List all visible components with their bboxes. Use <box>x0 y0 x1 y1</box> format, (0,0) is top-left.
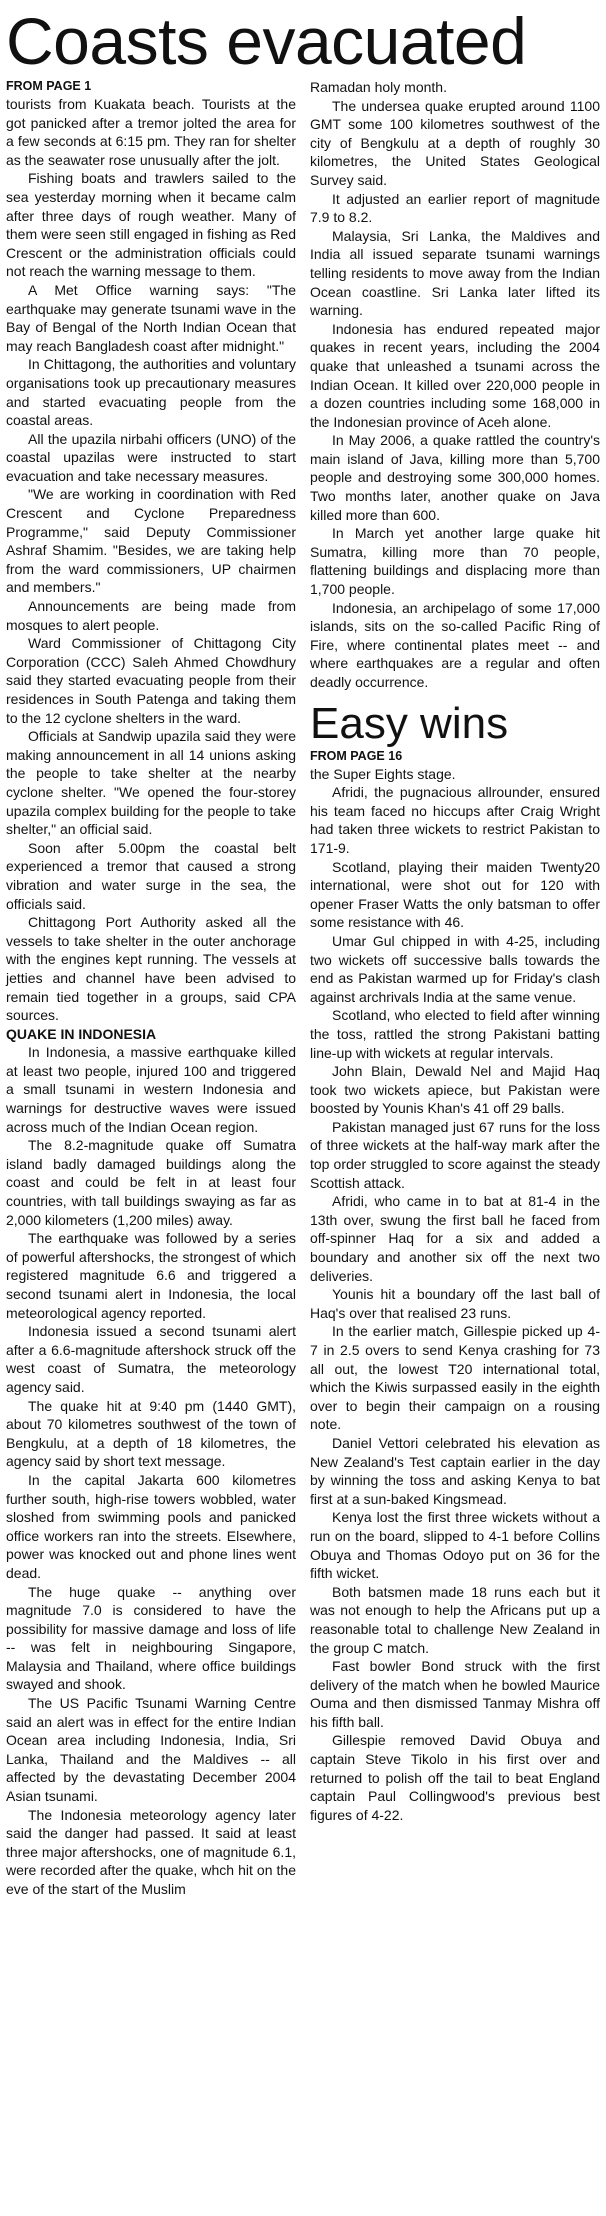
jump-line-from-page-16: FROM PAGE 16 <box>310 748 403 763</box>
paragraph: tourists from Kuakata beach. Tourists at the got panicked after a tremor jolted the area for a few seconds at 6:15 pm. They ran for shelter as the seawater rose unusually after the jolt. <box>6 96 296 168</box>
paragraph: All the upazila nirbahi officers (UNO) of the coastal upazilas were instructed to start evacuation and take necessary measures. <box>6 430 296 484</box>
paragraph: Indonesia, an archipelago of some 17,000 islands, sits on the so-called Pacific Ring of Fire, where continental plates meet -- and where earthquakes are a regular and often deadly occurrence. <box>310 599 600 690</box>
paragraph: Younis hit a boundary off the last ball of Haq's over that realised 23 runs. <box>310 1286 600 1321</box>
paragraph: Afridi, the pugnacious allrounder, ensured his team faced no hiccups after Craig Wright had taken three wickets to restrict Pakistan to 171-9. <box>310 784 600 856</box>
paragraph: Umar Gul chipped in with 4-25, including two wickets off successive balls towards the end as Pakistan warmed up for Friday's clash against archrivals India at the same venue. <box>310 932 600 1005</box>
paragraph: Fishing boats and trawlers sailed to the sea yesterday morning when it became calm after three days of rough weather. Many of them were seen still engaged in fishing as Red Crescent or the administration officials could not reach the warning message to them. <box>6 170 296 280</box>
paragraph: It adjusted an earlier report of magnitude 7.9 to 8.2. <box>310 190 600 226</box>
paragraph: Kenya lost the first three wickets without a run on the board, slipped to 4-1 before Collins Obuya and Thomas Odoyo put on 36 for the fifth wicket. <box>310 1509 600 1582</box>
paragraph: The earthquake was followed by a series of powerful aftershocks, the strongest of which registered magnitude 6.6 and triggered a second tsunami alert in Indonesia, the local meteorological agency reported. <box>6 1230 296 1321</box>
paragraph: "We are working in coordination with Red Crescent and Cyclone Preparedness Programme," said Deputy Commissioner Ashraf Shamim. "Besides, we are taking help from the ward commissioners, UP chairmen and members." <box>6 486 296 596</box>
paragraph: In March yet another large quake hit Sumatra, killing more than 70 people, flattening buildings and displacing more than 1,700 people. <box>310 525 600 598</box>
paragraph: In the capital Jakarta 600 kilometres further south, high-rise towers wobbled, water sloshed from swimming pools and panicked office workers ran into the streets. Elsewhere, power was knocked out and phone lines went dead. <box>6 1471 296 1581</box>
paragraph: In Chittagong, the authorities and voluntary organisations took up precautionary measures and started evacuating people from the coastal areas. <box>6 356 296 429</box>
paragraph: Pakistan managed just 67 runs for the loss of three wickets at the half-way mark after the top order struggled to score against the steady Scottish attack. <box>310 1118 600 1191</box>
paragraph: In May 2006, a quake rattled the country's main island of Java, killing more than 5,700 people and destroying some 300,000 homes. Two months later, another quake on Java killed more than 600. <box>310 432 600 523</box>
paragraph: Announcements are being made from mosques to alert people. <box>6 598 296 633</box>
paragraph: the Super Eights stage. <box>310 765 456 782</box>
paragraph: The quake hit at 9:40 pm (1440 GMT), about 70 kilometres southwest of the town of Bengkulu, at a depth of 18 kilometres, the agency said by short text message. <box>6 1397 296 1470</box>
paragraph: Gillespie removed David Obuya and captain Steve Tikolo in his first over and returned to polish off the tail to beat England captain Paul Collingwood's previous best figures of 4-22. <box>310 1732 600 1823</box>
paragraph: Indonesia issued a second tsunami alert after a 6.6-magnitude aftershock struck off the west coast of Sumatra, the meteorology agency said. <box>6 1323 296 1395</box>
paragraph: The Indonesia meteorology agency later said the danger had passed. It said at least three major aftershocks, one of magnitude 6.1, were recorded after the quake, whch hit on the eve of the start of the Muslim <box>6 1806 296 1897</box>
paragraph: Ward Commissioner of Chittagong City Corporation (CCC) Saleh Ahmed Chowdhury said they started evacuating people from their residences in South Patenga and taking them to the 12 cyclone shelters in the ward. <box>6 635 296 726</box>
paragraph: Chittagong Port Authority asked all the vessels to take shelter in the outer anchorage with the engines kept running. The vessels at jetties and channel have been advised to remain tied together in a groups, said CPA sources. <box>6 914 296 1024</box>
paragraph: The undersea quake erupted around 1100 GMT some 100 kilometres southwest of the city of Bengkulu at a depth of roughly 30 kilometres, the United States Geological Survey said. <box>310 97 600 188</box>
paragraph: In the earlier match, Gillespie picked up 4-7 in 2.5 overs to send Kenya crashing for 73 all out, the lowest T20 international total, which the Kiwis surpassed easily in the eighth over to begin their campaign on a rousing note. <box>310 1323 600 1433</box>
paragraph: Indonesia has endured repeated major quakes in recent years, including the 2004 quake that unleashed a tsunami across the Indian Ocean. It killed over 220,000 people in a dozen countries including some 168,000 in the Indonesian province of Aceh alone. <box>310 320 600 430</box>
subhead-quake-in-indonesia: QUAKE IN INDONESIA <box>6 1025 157 1042</box>
paragraph: The 8.2-magnitude quake off Sumatra island badly damaged buildings along the coast and could be felt in at least four countries, with tall buildings swaying as far as 2,000 kilometers (1,200 miles) away. <box>6 1137 296 1228</box>
paragraph: A Met Office warning says: "The earthquake may generate tsunami wave in the Bay of Bengal of the North Indian Ocean that may reach Bangladesh coast after midnight." <box>6 281 296 354</box>
paragraph: The US Pacific Tsunami Warning Centre said an alert was in effect for the entire Indian Ocean area including Indonesia, India, Sri Lanka, Thailand and the Maldives -- all affected by the devastating December 2004 Asian tsunami. <box>6 1695 296 1805</box>
paragraph: Scotland, who elected to field after winning the toss, rattled the strong Pakistani batting line-up with wickets at regular intervals. <box>310 1007 600 1061</box>
paragraph: Scotland, playing their maiden Twenty20 international, were shot out for 120 with opener Fraser Watts the only batsman to offer some resistance with 46. <box>310 858 600 931</box>
paragraph: Both batsmen made 18 runs each but it was not enough to help the Africans put up a reasonable total to challenge New Zealand in the group C match. <box>310 1583 600 1656</box>
story-headline-easy-wins: Easy wins <box>310 698 509 748</box>
paragraph: Afridi, who came in to bat at 81-4 in the 13th over, swung the first ball he faced from off-spinner Haq for a six and added a boundary and another six off the next two deliveries. <box>310 1193 600 1284</box>
paragraph: Daniel Vettori celebrated his elevation as New Zealand's Test captain earlier in the day by winning the toss and asking Kenya to bat first at a sun-baked Kingsmead. <box>310 1434 600 1507</box>
story-headline-coasts-evacuated: Coasts evacuated <box>6 4 527 78</box>
paragraph: Officials at Sandwip upazila said they were making announcement in all 14 unions asking the people to take shelter at the nearby cyclone shelter. "We opened the four-storey upazila complex building for the people to take shelter," an official said. <box>6 728 296 838</box>
article-columns <box>6 78 600 1899</box>
column-right <box>310 78 600 1899</box>
jump-line-from-page-1: FROM PAGE 1 <box>6 79 92 93</box>
paragraph: John Blain, Dewald Nel and Majid Haq took two wickets apiece, but Pakistan were boosted by Younis Khan's 41 off 29 balls. <box>310 1063 600 1117</box>
paragraph: Malaysia, Sri Lanka, the Maldives and India all issued separate tsunami warnings telling residents to move away from the Indian Ocean coastline. Sri Lanka later lifted its warning. <box>310 227 600 319</box>
paragraph: Fast bowler Bond struck with the first delivery of the match when he bowled Maurice Ouma and then dismissed Tanmay Mishra off his fifth ball. <box>310 1658 600 1730</box>
paragraph: In Indonesia, a massive earthquake killed at least two people, injured 100 and triggered a small tsunami in western Indonesia and warnings for destructive waves were issued across much of the Indian Ocean region. <box>6 1044 296 1135</box>
paragraph: Ramadan holy month. <box>310 79 447 95</box>
paragraph: The huge quake -- anything over magnitude 7.0 is considered to have the possibility for massive damage and loss of life -- was felt in neighbouring Singapore, Malaysia and Thailand, where office buildings swayed and shook. <box>6 1583 296 1693</box>
column-left <box>6 78 296 1899</box>
paragraph: Soon after 5.00pm the coastal belt experienced a tremor that caused a strong vibration and water surge in the sea, the officials said. <box>6 839 296 912</box>
